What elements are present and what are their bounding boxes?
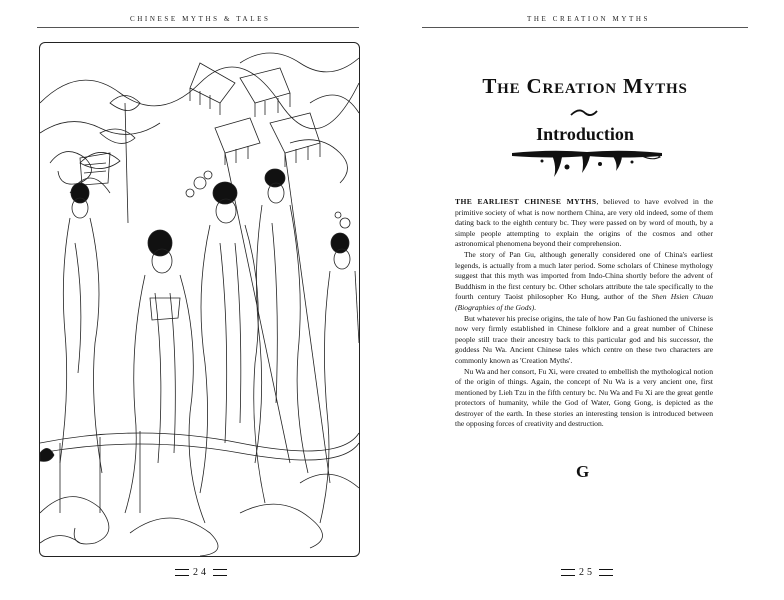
swash-ornament-icon: [569, 108, 599, 118]
page-number-left: [171, 567, 231, 578]
line-art-illustration: [40, 43, 359, 556]
paragraph-3: [455, 314, 713, 367]
end-mark-icon: G: [576, 462, 590, 481]
folio-ornament-icon: [599, 569, 613, 576]
lead-in: THE EARLIEST CHINESE MYTHS: [455, 197, 597, 206]
illustration-frame: [39, 42, 360, 557]
running-head-right: THE CREATION MYTHS: [527, 15, 651, 23]
paragraph-1-text: , believed to have evolved in the primitive society of what is now northern China, are very old indeed, some of them dating back to the eighth century bc. They were passed on by word of mouth, by a simple people attempting to explain the origins of the cosmos and other astronomical phenomena beyond their comprehension.: [455, 197, 713, 249]
page-number-left-text: 24: [193, 567, 209, 578]
paragraph-1: [455, 197, 713, 250]
chapter-title: The Creation Myths: [482, 74, 688, 98]
folio-ornament-icon: [175, 569, 189, 576]
paragraph-4-text: Nu Wa and her consort, Fu Xi, were created to embellish the mythological notion of the origin of things. Again, the concept of Nu Wa is a very ancient one, first mentioned by Lieh Tzu in the fifth century bc. Nu Wa and Fu Xi are the great gentle protectors of humanity, while the God of Water, Gong Gong, is depicted as the destroyer of the earth. In these stories an interesting tension is introduced between the opposing forces of creativity and destruction.: [455, 366, 713, 429]
head-rule-right: [422, 27, 748, 28]
book-title: Shen Hsien Chuan (Biographies of the Gods): [455, 292, 714, 312]
paragraph-2-text: The story of Pan Gu, although generally considered one of China's earliest legends, is actually from a much later period. Some scholars of Chinese mythology suggest that this myth was imported from Indo-China shortly before the advent of Buddhism in the first century bc. Other scholars attribute the tale specifically to the fourth century Taoist philosopher Ko Hung, author of the: [455, 249, 713, 302]
right-page: [392, 0, 784, 600]
page-number-right: [557, 567, 617, 578]
head-rule-left: [37, 27, 359, 28]
paragraph-3-text: But whatever his precise origins, the tale of how Pan Gu fashioned the universe is now very firmly established in Chinese folklore and a great number of Chinese people still trace their ancestry back to this particular god and his successor, the goddess Nu Wa. Ancient Chinese tales which centre on these two characters are commonly known as 'Creation Myths'.: [455, 313, 713, 365]
paragraph-2: [455, 250, 713, 314]
ink-splash-ornament-icon: [512, 147, 662, 181]
folio-ornament-icon: [213, 569, 227, 576]
folio-ornament-icon: [561, 569, 575, 576]
running-head-left: CHINESE MYTHS & TALES: [130, 15, 271, 23]
page-number-right-text: 25: [579, 567, 595, 578]
paragraph-4: [455, 367, 713, 431]
section-title: Introduction: [536, 124, 634, 144]
body-text: [455, 197, 713, 430]
paragraph-2-tail: .: [534, 302, 536, 312]
